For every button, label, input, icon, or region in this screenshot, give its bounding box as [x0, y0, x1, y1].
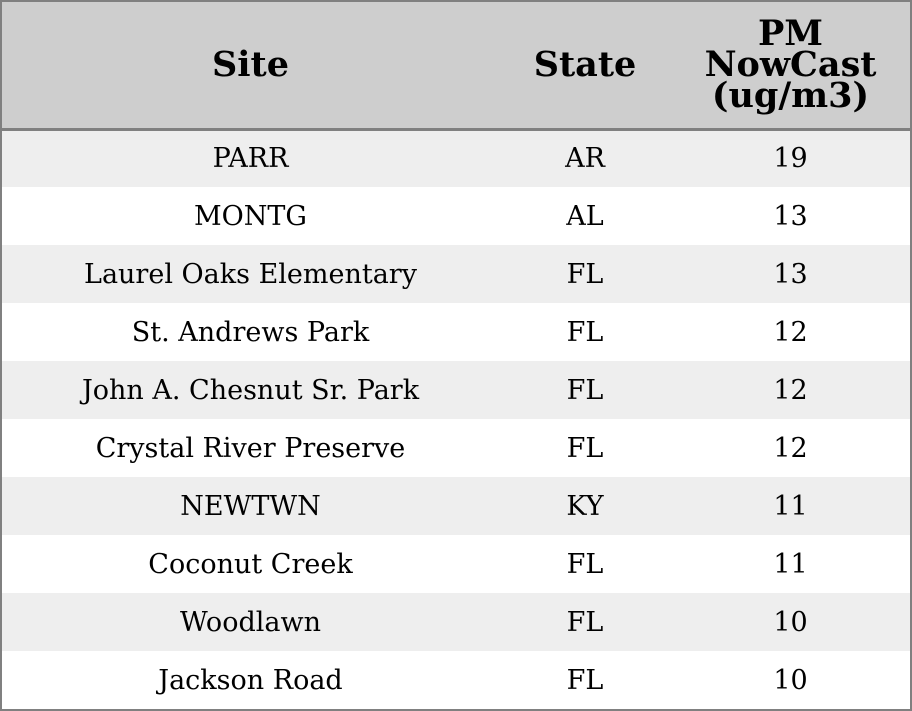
table-row [2, 187, 910, 245]
table-row [2, 535, 910, 593]
state-cell: KY [566, 490, 604, 522]
pm-value-cell: 13 [773, 200, 808, 232]
site-cell: Laurel Oaks Elementary [84, 258, 417, 290]
site-cell: Coconut Creek [148, 548, 353, 580]
column-header-state: State [499, 2, 671, 129]
site-cell: John A. Chesnut Sr. Park [81, 374, 420, 406]
pm-value-cell: 19 [773, 143, 808, 175]
table-row [2, 593, 910, 651]
site-cell: St. Andrews Park [131, 316, 370, 348]
table-row [2, 129, 910, 187]
site-cell: MONTG [194, 200, 307, 232]
column-header-site: Site [2, 2, 499, 129]
table-row [2, 245, 910, 303]
site-cell: Jackson Road [158, 664, 343, 696]
pm-value-cell: 12 [773, 316, 808, 348]
header-row [2, 2, 910, 129]
site-cell: PARR [212, 143, 289, 175]
site-cell: Crystal River Preserve [95, 432, 406, 464]
pm-value-cell: 13 [773, 258, 808, 290]
pm-value-cell: 12 [773, 432, 808, 464]
state-cell: FL [566, 664, 604, 696]
table-row [2, 477, 910, 535]
state-cell: AR [565, 143, 605, 175]
table-row [2, 303, 910, 361]
site-cell: Woodlawn [180, 606, 321, 638]
pm-value-cell: 10 [773, 606, 808, 638]
column-header-pm-nowcast-line: PM NowCast (ug/m3) [704, 13, 877, 117]
pm-value-cell: 11 [773, 490, 808, 522]
table-body [2, 129, 910, 709]
table-row [2, 651, 910, 709]
state-cell: FL [566, 432, 604, 464]
state-cell: FL [566, 316, 604, 348]
column-header-pm-nowcast [671, 2, 910, 129]
state-cell: FL [566, 548, 604, 580]
data-table [2, 2, 910, 709]
state-cell: FL [566, 606, 604, 638]
pm-value-cell: 12 [773, 374, 808, 406]
table-row [2, 419, 910, 477]
pm-value-cell: 10 [773, 664, 808, 696]
pm-value-cell: 11 [773, 548, 808, 580]
state-cell: FL [566, 374, 604, 406]
state-cell: AL [566, 200, 604, 232]
table-row [2, 361, 910, 419]
site-cell: NEWTWN [180, 490, 321, 522]
state-cell: FL [566, 258, 604, 290]
